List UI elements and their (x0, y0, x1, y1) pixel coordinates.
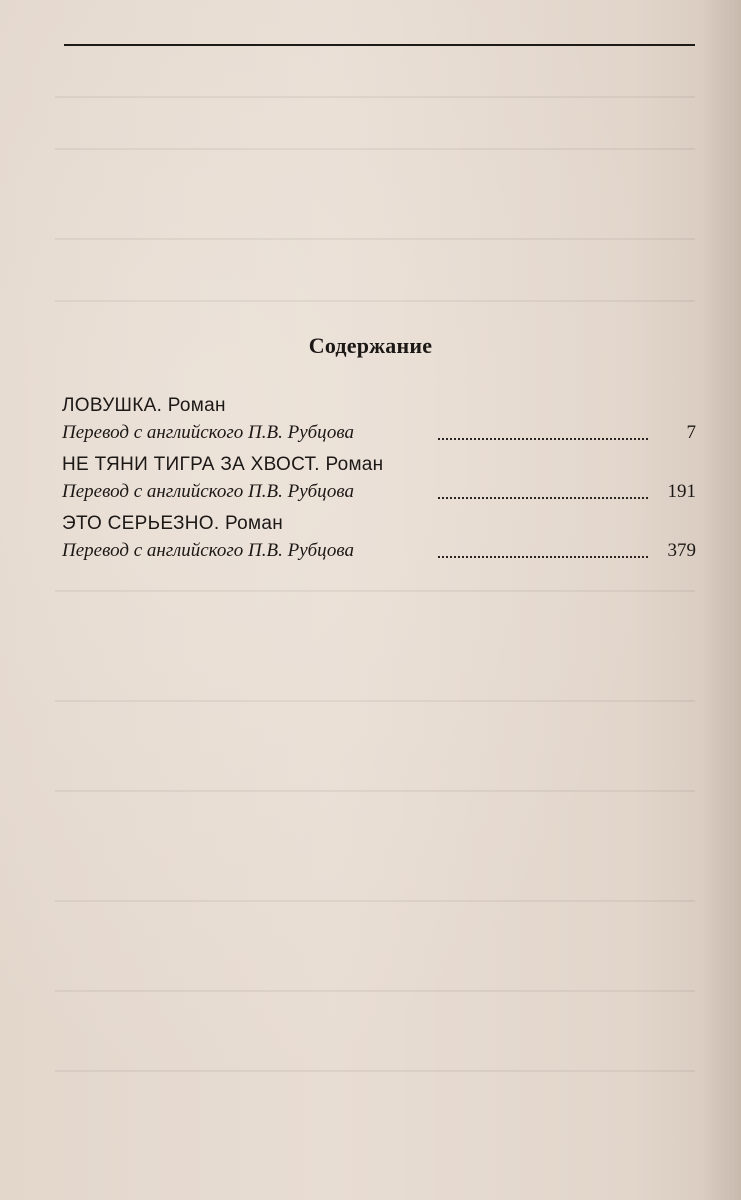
toc-entry (62, 452, 696, 506)
toc-entry (62, 393, 696, 447)
toc-entry-heading (62, 452, 696, 478)
bleed-through-line (55, 96, 695, 98)
work-genre: Роман (167, 395, 226, 416)
translation-credit: Перевод с английского П.В. Рубцова (62, 422, 355, 443)
work-title: ЭТО СЕРЬЕЗНО. (62, 513, 220, 534)
dot-leader (438, 497, 648, 499)
bleed-through-line (55, 700, 695, 702)
work-genre: Роман (225, 513, 284, 534)
bleed-through-line (55, 900, 695, 902)
work-title: ЛОВУШКА. (62, 395, 163, 416)
bleed-through-line (55, 590, 695, 592)
toc-entry (62, 511, 696, 565)
toc-entry-heading (62, 511, 696, 537)
work-title: НЕ ТЯНИ ТИГРА ЗА ХВОСТ. (62, 454, 320, 475)
contents-heading: Содержание (308, 333, 433, 358)
bleed-through-line (55, 300, 695, 302)
bleed-through-line (55, 148, 695, 150)
header-rule (64, 44, 695, 46)
translation-credit: Перевод с английского П.В. Рубцова (62, 481, 355, 502)
dot-leader (438, 438, 648, 440)
translation-credit: Перевод с английского П.В. Рубцова (62, 540, 355, 561)
page-number: 7 (686, 422, 696, 443)
toc-entry-line (62, 478, 696, 506)
page-number: 379 (667, 540, 696, 561)
toc-entry-heading (62, 393, 696, 419)
toc-entry-line (62, 537, 696, 565)
bleed-through-line (55, 990, 695, 992)
bleed-through-line (55, 1070, 695, 1072)
page-number: 191 (667, 481, 696, 502)
bleed-through-line (55, 790, 695, 792)
toc-entry-line (62, 419, 696, 447)
dot-leader (438, 556, 648, 558)
bleed-through-line (55, 238, 695, 240)
work-genre: Роман (325, 454, 384, 475)
